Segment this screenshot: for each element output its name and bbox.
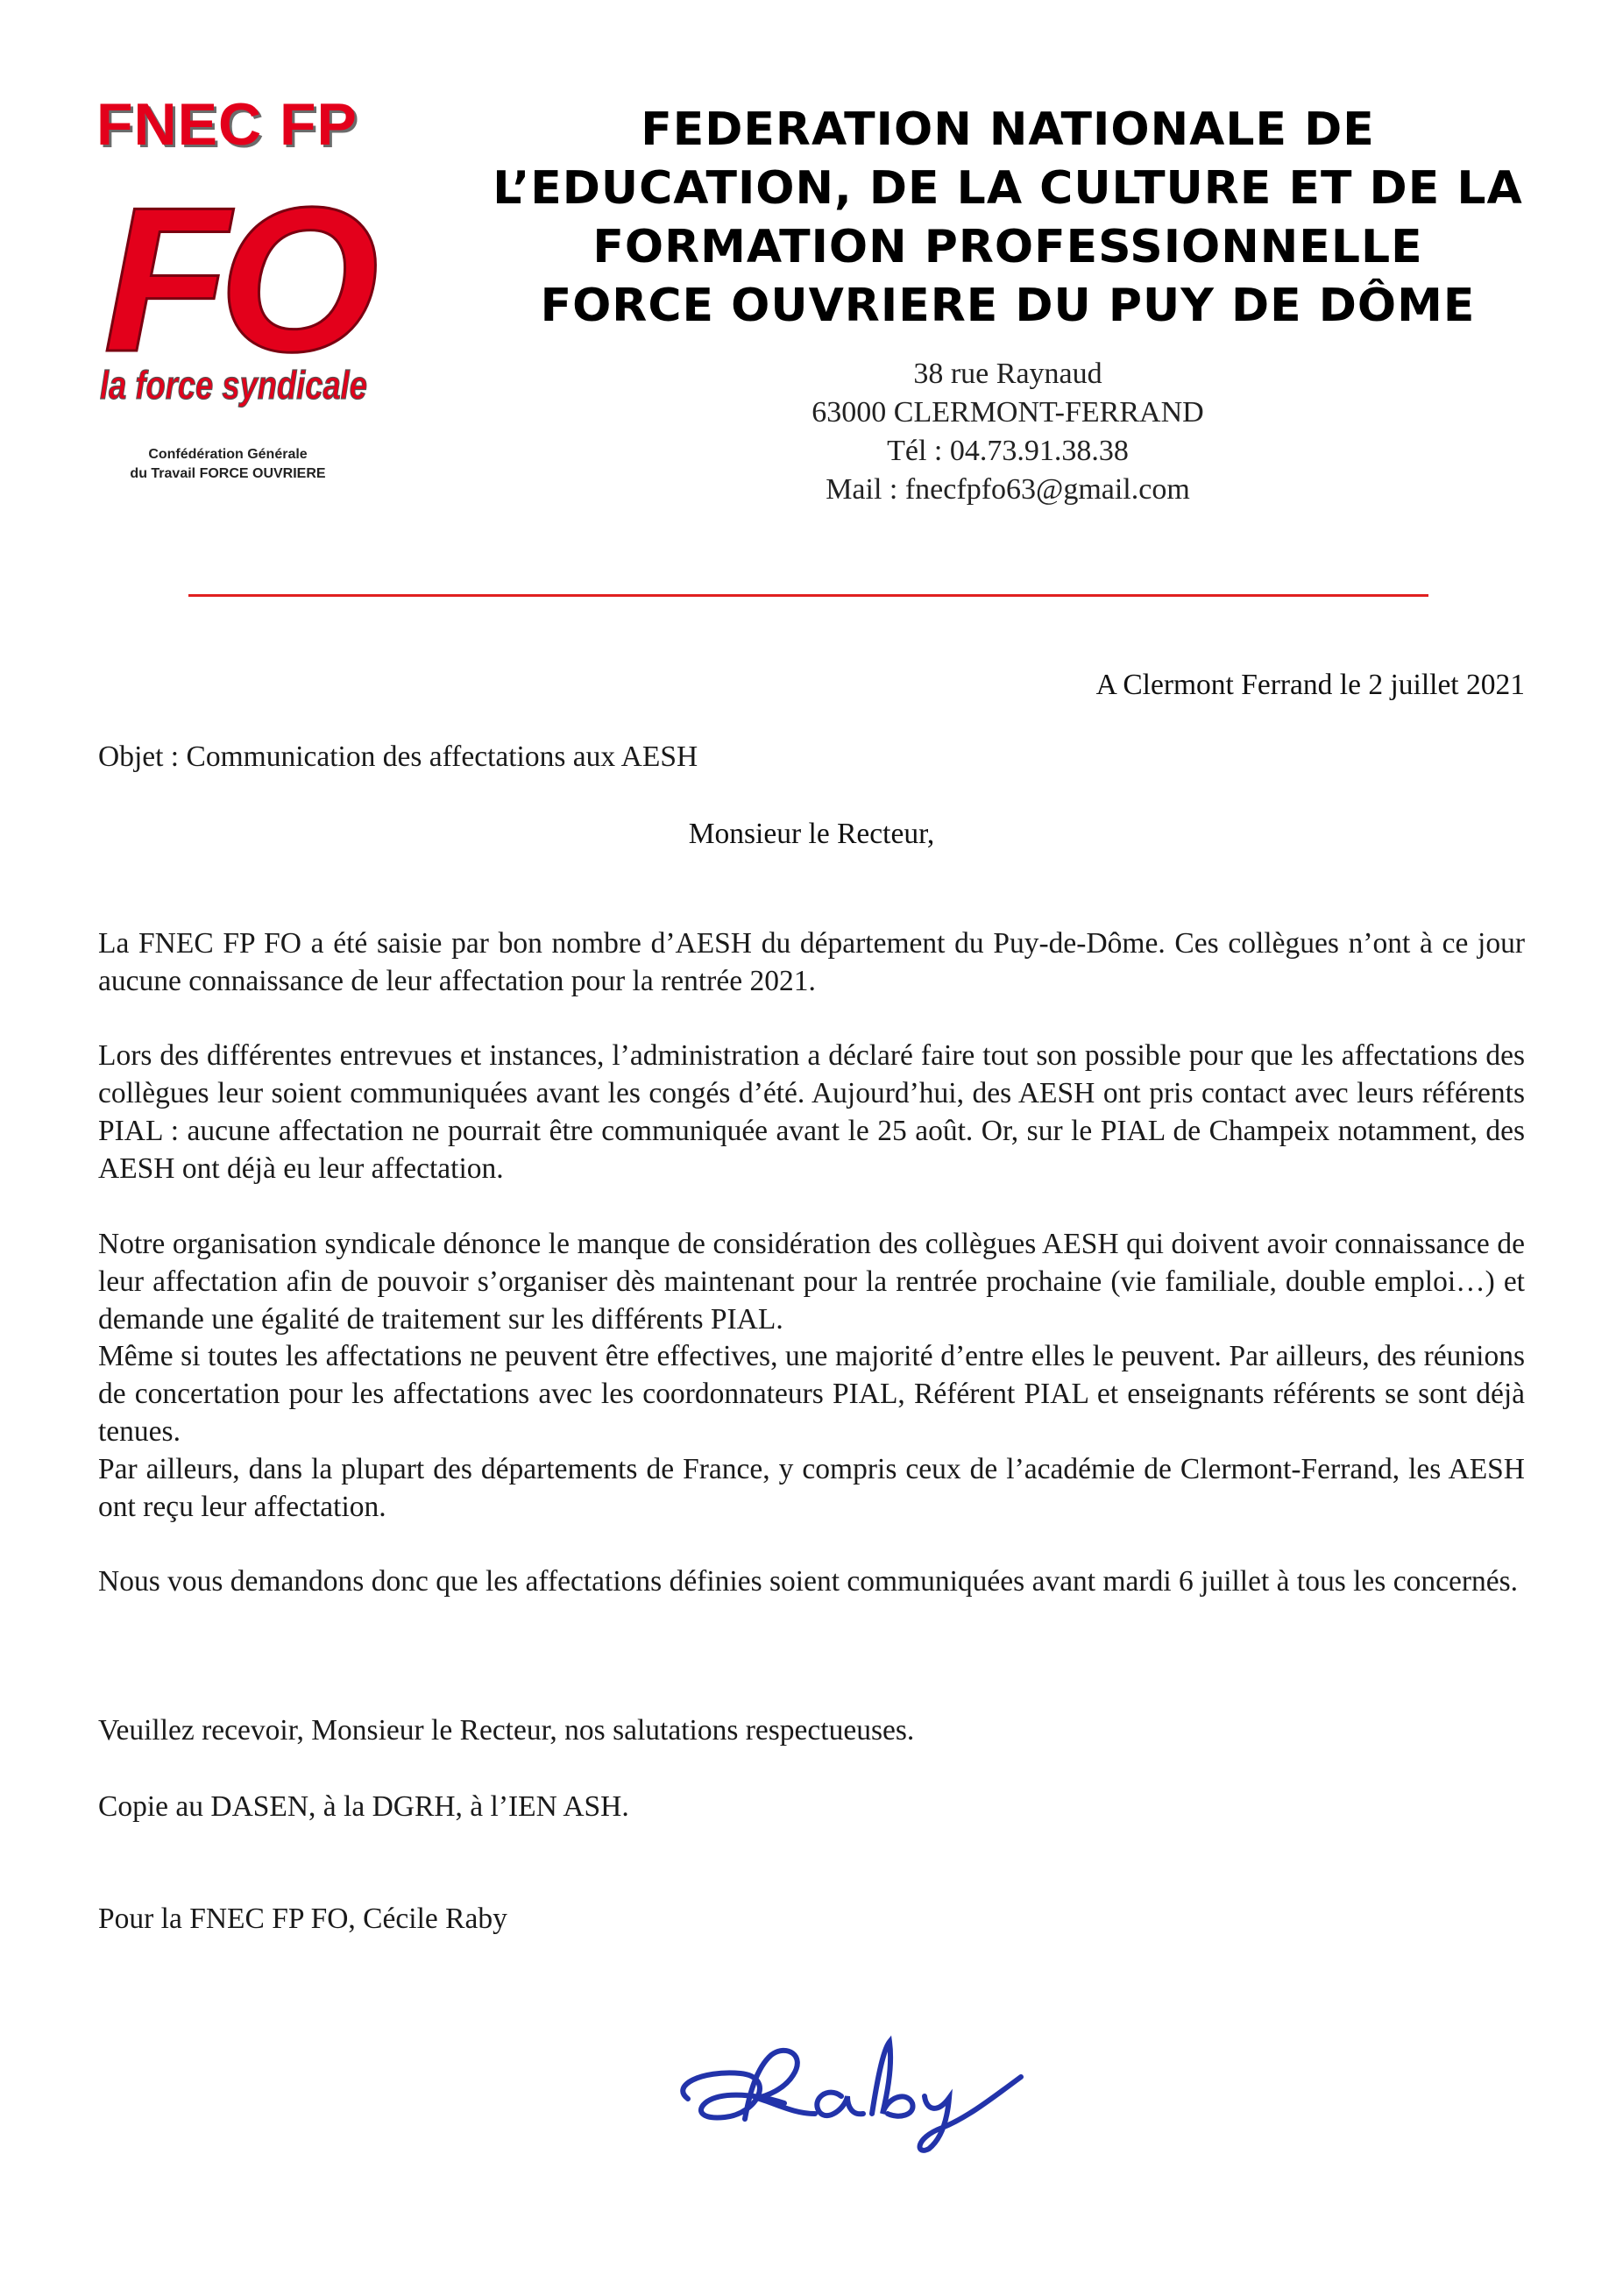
logo-caption (105, 445, 351, 484)
address-street: 38 rue Raynaud (913, 358, 1102, 390)
letter-copy-line: Copie au DASEN, à la DGRH, à l’IEN ASH. (98, 1790, 629, 1823)
federation-title (438, 101, 1577, 336)
letter-subject: Objet : Communication des affectations aux AESH (98, 741, 698, 773)
letter-greeting: Monsieur le Recteur, (688, 818, 935, 850)
federation-title-line: FEDERATION NATIONALE DE (641, 103, 1375, 156)
fo-logo-letters: FO (103, 180, 369, 394)
logo-caption-line-1: Confédération Générale (148, 447, 308, 462)
letter-paragraph: Lors des différentes entrevues et instances, l’administration a déclaré faire tout son possible pour que les affectations des collègues leur soient communiquées avant les congés d’été. Aujourd’hui, des AESH ont pris contact avec leurs référents PIAL : aucune affectation ne pourrait être communiquée avant le 25 août. Or, sur le PIAL de Champeix notamment, des AESH ont déjà eu leur affectation. (98, 1039, 1525, 1185)
letter-date: A Clermont Ferrand le 2 juillet 2021 (1095, 669, 1525, 701)
fo-logo-slogan: la force syndicale (100, 363, 367, 407)
handwritten-signature (653, 2016, 1082, 2156)
federation-title-line: FORMATION PROFESSIONNELLE (592, 221, 1423, 273)
letter-signatory: Pour la FNEC FP FO, Cécile Raby (98, 1903, 507, 1935)
fnec-fp-logo-text: FNEC FP (96, 91, 358, 158)
logo-caption-line-2: du Travail FORCE OUVRIERE (130, 466, 326, 481)
letter-paragraph: Même si toutes les affectations ne peuvent être effectives, une majorité d’entre elles le peuvent. Par ailleurs, des réunions de concertation pour les affectations avec les coordonnateurs PIAL, Référent PIAL et enseignants référents se sont déjà tenues. (98, 1340, 1525, 1448)
fo-logo-icon (96, 180, 377, 412)
address-email: Mail : fnecfpfo63@gmail.com (826, 473, 1190, 506)
header-separator (188, 594, 1428, 597)
address-block (701, 355, 1315, 509)
federation-title-line: FORCE OUVRIERE DU PUY DE DÔME (540, 280, 1476, 332)
letter-paragraph: La FNEC FP FO a été saisie par bon nombre d’AESH du département du Puy-de-Dôme. Ces collègues n’ont à ce jour aucune connaissance de leur affectation pour la rentrée 2021. (98, 927, 1525, 997)
letter-paragraph: Par ailleurs, dans la plupart des départements de France, y compris ceux de l’académie de Clermont-Ferrand, les AESH ont reçu leur affectation. (98, 1453, 1525, 1523)
letter-closing: Veuillez recevoir, Monsieur le Recteur, nos salutations respectueuses. (98, 1714, 915, 1747)
letter-paragraph: Notre organisation syndicale dénonce le manque de considération des collègues AESH qui doivent avoir connaissance de leur affectation afin de pouvoir s’organiser dès maintenant pour la rentrée prochaine (vie familiale, double emploi…) et demande une égalité de traitement sur les différents PIAL. (98, 1228, 1525, 1336)
federation-title-line: L’EDUCATION, DE LA CULTURE ET DE LA (493, 162, 1523, 215)
address-city: 63000 CLERMONT-FERRAND (812, 396, 1204, 429)
address-phone: Tél : 04.73.91.38.38 (887, 435, 1129, 467)
letter-paragraph: Nous vous demandons donc que les affectations définies soient communiquées avant mardi 6 juillet à tous les concernés. (98, 1565, 1519, 1598)
